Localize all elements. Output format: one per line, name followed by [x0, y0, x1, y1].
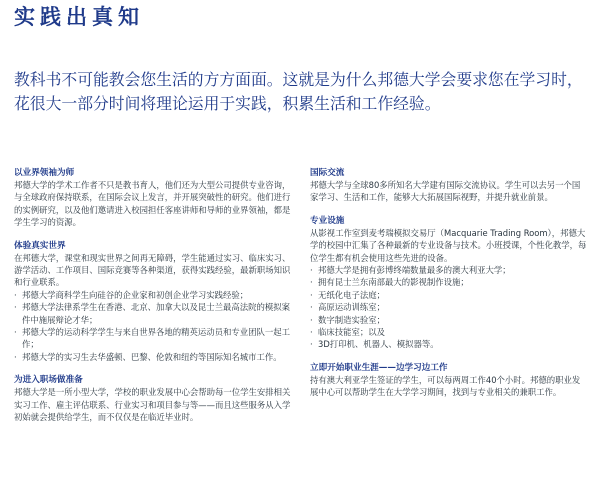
- section-heading: 国际交流: [310, 168, 345, 178]
- section-paragraph: 邦德大学与全球80多所知名大学建有国际交流协议。学生可以去另一个国家学习、生活和工作，能够大大拓展国际视野，并提升就业前景。: [310, 180, 581, 203]
- section-international-exchange: [310, 167, 588, 204]
- section-heading: 专业设施: [310, 215, 345, 226]
- list-item: · 高原运动训练室；: [310, 302, 385, 313]
- list-item: · 邦德大学是拥有彭博终端数量最多的澳大利亚大学；: [310, 265, 511, 276]
- right-column: [310, 167, 588, 410]
- section-paragraph: 在邦德大学，课堂和现实世界之间再无障碍，学生能通过实习、临床实习、游学活动、工作项目、国际竞赛等各种渠道，获得实践经验，最新职场知识和行业联系。: [14, 252, 291, 288]
- list-item-text: 邦德大学法律系学生在香港、北京、加拿大以及昆士兰最高法院的模拟案件中施展辩论才华；: [22, 302, 290, 325]
- list-item: · 邦德大学的运动科学学生与来自世界各地的精英运动员和专业团队一起工作；: [14, 327, 290, 350]
- list-item-text: 拥有昆士兰东南部最大的影视制作设施；: [318, 277, 469, 288]
- section-heading: 立即开始职业生涯——边学习边工作: [310, 362, 448, 373]
- section-heading: 以业界领袖为师: [14, 168, 75, 178]
- list-item: · 拥有昆士兰东南部最大的影视制作设施；: [310, 277, 469, 288]
- bullet-list: [310, 264, 588, 351]
- section-paragraph: 持有澳大利亚学生签证的学生，可以每两周工作40个小时。邦德的职业发展中心可以帮助学生在大学学习期间，找到与专业相关的兼职工作。: [310, 374, 581, 398]
- list-item: · 3D打印机、机器人、模拟器等。: [310, 339, 439, 350]
- section-work-while-study: [310, 362, 588, 399]
- list-item-text: 邦德大学是拥有彭博终端数量最多的澳大利亚大学；: [318, 265, 511, 276]
- section-real-world: [14, 240, 292, 364]
- list-item: · 邦德大学的实习生去华盛顿、巴黎、伦敦和纽约等国际知名城市工作。: [14, 351, 282, 362]
- list-item-text: 邦德大学商科学生向硅谷的企业家和初创企业学习实践经验；: [22, 289, 249, 300]
- list-item-text: 高原运动训练室；: [318, 302, 385, 313]
- lead-paragraph: 教科书不可能教会您生活的方方面面。这就是为什么邦德大学会要求您在学习时，花很大一部分时间将理论运用于实践，积累生活和工作经验。: [14, 70, 583, 113]
- list-item: · 临床技能室；以及: [310, 327, 385, 338]
- list-item: · 无纸化电子法庭；: [310, 289, 385, 300]
- section-paragraph: 邦德大学的学术工作者不只是教书育人，他们还为大型公司提供专业咨询，与全球政府保持联系，在国际会议上发言，并开展突破性的研究。他们进行的实例研究，以及他们邀请进入校园担任客座讲师和导师的业界领袖，都是学生学习的资源。: [14, 180, 291, 228]
- list-item: · 数字制造实验室；: [310, 314, 385, 325]
- bullet-list: [14, 289, 292, 363]
- left-column: [14, 167, 292, 435]
- list-item-text: 3D打印机、机器人、模拟器等。: [318, 339, 439, 350]
- list-item-text: 邦德大学的运动科学学生与来自世界各地的精英运动员和专业团队一起工作；: [22, 327, 290, 350]
- list-item-text: 无纸化电子法庭；: [318, 289, 385, 300]
- page-title: 实践出真知: [14, 5, 144, 29]
- section-industry-leaders: [14, 167, 292, 229]
- section-heading: 为进入职场做准备: [14, 375, 83, 386]
- list-item: · 邦德大学商科学生向硅谷的企业家和初创企业学习实践经验；: [14, 289, 249, 300]
- list-item-text: 数字制造实验室；: [318, 314, 385, 325]
- section-career-prep: [14, 374, 292, 423]
- list-item-text: 临床技能室；以及: [318, 327, 385, 338]
- list-item: · 邦德大学法律系学生在香港、北京、加拿大以及昆士兰最高法院的模拟案件中施展辩论才华；: [14, 302, 290, 325]
- list-item-text: 邦德大学的实习生去华盛顿、巴黎、伦敦和纽约等国际知名城市工作。: [22, 351, 282, 362]
- section-paragraph: 从影视工作室到麦考瑞模拟交易厅（Macquarie Trading Room），邦德大学的校园中汇集了各种最新的专业设备与技术。小班授课，个性化教学，每位学生都有机会使用这些先进的设备。: [310, 227, 587, 263]
- section-paragraph: 邦德大学是一所小型大学，学校的职业发展中心会帮助每一位学生安排相关实习工作、雇主评估联系、行业实习和项目参与等——而且这些服务从入学初始就会提供给学生，而不仅仅是在临近毕业时。: [14, 387, 291, 423]
- section-heading: 体验真实世界: [14, 240, 66, 251]
- section-facilities: [310, 215, 588, 351]
